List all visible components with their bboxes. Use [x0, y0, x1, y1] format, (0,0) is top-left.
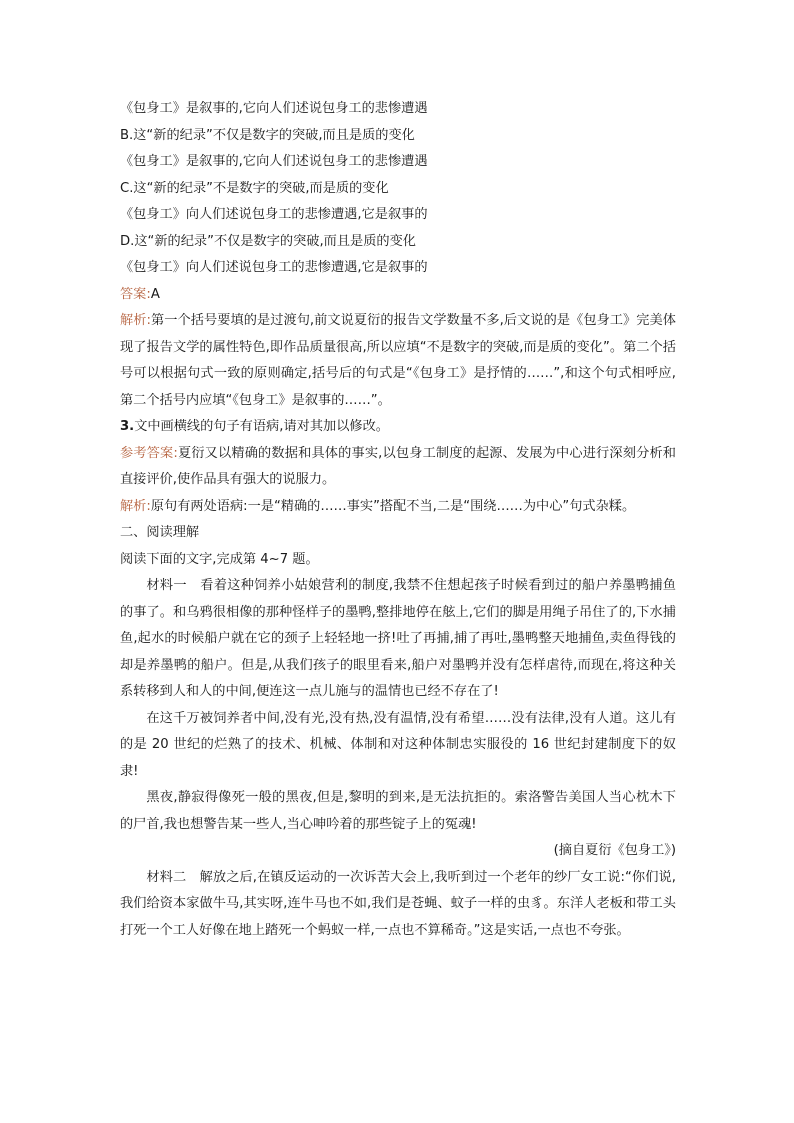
section-title: 二、阅读理解	[120, 525, 200, 540]
answer-line	[120, 282, 676, 309]
question-3	[120, 414, 676, 441]
analysis-label: 解析:	[120, 498, 151, 514]
question-number: 3.	[120, 419, 135, 434]
option-line: D.这“新的纪录”不仅是数字的突破,而且是质的变化	[120, 233, 416, 249]
analysis-paragraph	[120, 494, 676, 521]
option-line: 《包身工》是叙事的,它向人们述说包身工的悲惨遭遇	[120, 154, 428, 169]
document-page	[120, 96, 676, 944]
option-line: 《包身工》向人们述说包身工的悲惨遭遇,它是叙事的	[120, 207, 428, 222]
reference-answer-paragraph	[120, 441, 676, 494]
option-line: 《包身工》是叙事的,它向人们述说包身工的悲惨遭遇	[120, 101, 428, 116]
analysis-text: 第一个括号要填的是过渡句,前文说夏衍的报告文学数量不多,后文说的是《包身工》完美体现了报告文学的属性特色,即作品质量很高,所以应填“不是数字的突破,而是质的变化”。第二个括号可以根据句式一致的原则确定,括号后的句式是“《包身工》是抒情的……”,和这个句式相呼应,第二个括号内应填“《包身工》是叙事的……”。	[120, 313, 676, 408]
answer-label: 答案:	[120, 286, 151, 302]
analysis-text: 原句有两处语病:一是“精确的……事实”搭配不当,二是“围绕……为中心”句式杂糅。	[150, 498, 636, 514]
analysis-label: 解析:	[120, 313, 151, 328]
material-2-paragraph: 材料二 解放之后,在镇反运动的一次诉苦大会上,我听到过一个老年的纱厂女工说:“你们说,我们给资本家做牛马,其实呀,连牛马也不如,我们是苍蝇、蚊子一样的虫豸。东洋人老板和带工头打死一个工人好像在地上踏死一个蚂蚁一样,一点也不算稀奇。”这是实话,一点也不夸张。	[120, 869, 676, 938]
option-line: 《包身工》向人们述说包身工的悲惨遭遇,它是叙事的	[120, 260, 428, 275]
answer-value: A	[150, 286, 160, 302]
analysis-paragraph	[120, 308, 676, 414]
option-line: B.这“新的纪录”不仅是数字的突破,而且是质的变化	[120, 127, 415, 143]
option-line: C.这“新的纪录”不是数字的突破,而是质的变化	[120, 180, 389, 196]
material-1-source: (摘自夏衍《包身工》)	[553, 843, 676, 858]
material-1-paragraph: 在这千万被饲养者中间,没有光,没有热,没有温情,没有希望……没有法律,没有人道。这儿有的是 20 世纪的烂熟了的技术、机械、体制和对这种体制忠实服役的 16 世纪封建制度下的奴隶!	[120, 710, 676, 779]
material-1-paragraph: 材料一 看着这种饲养小姑娘营利的制度,我禁不住想起孩子时候看到过的船户养墨鸭捕鱼的事了。和乌鸦很相像的那种怪样子的墨鸭,整排地停在舷上,它们的脚是用绳子吊住了的,下水捕鱼,起水的时候船户就在它的颈子上轻轻地一挤!吐了再捕,捕了再吐,墨鸭整天地捕鱼,卖鱼得钱的却是养墨鸭的船户。但是,从我们孩子的眼里看来,船户对墨鸭并没有怎样虐待,而现在,将这种关系转移到人和人的中间,便连这一点儿施与的温情也已经不存在了!	[120, 578, 676, 699]
question-text: 文中画横线的句子有语病,请对其加以修改。	[134, 419, 389, 434]
section-instruction: 阅读下面的文字,完成第 4~7 题。	[120, 551, 319, 567]
reference-label: 参考答案:	[120, 445, 178, 461]
reference-text: 夏衍又以精确的数据和具体的事实,以包身工制度的起源、发展为中心进行深刻分析和直接评价,使作品具有强大的说服力。	[120, 445, 676, 487]
material-1-paragraph: 黑夜,静寂得像死一般的黑夜,但是,黎明的到来,是无法抗拒的。索洛警告美国人当心枕木下的尸首,我也想警告某一些人,当心呻吟着的那些锭子上的冤魂!	[120, 790, 676, 832]
